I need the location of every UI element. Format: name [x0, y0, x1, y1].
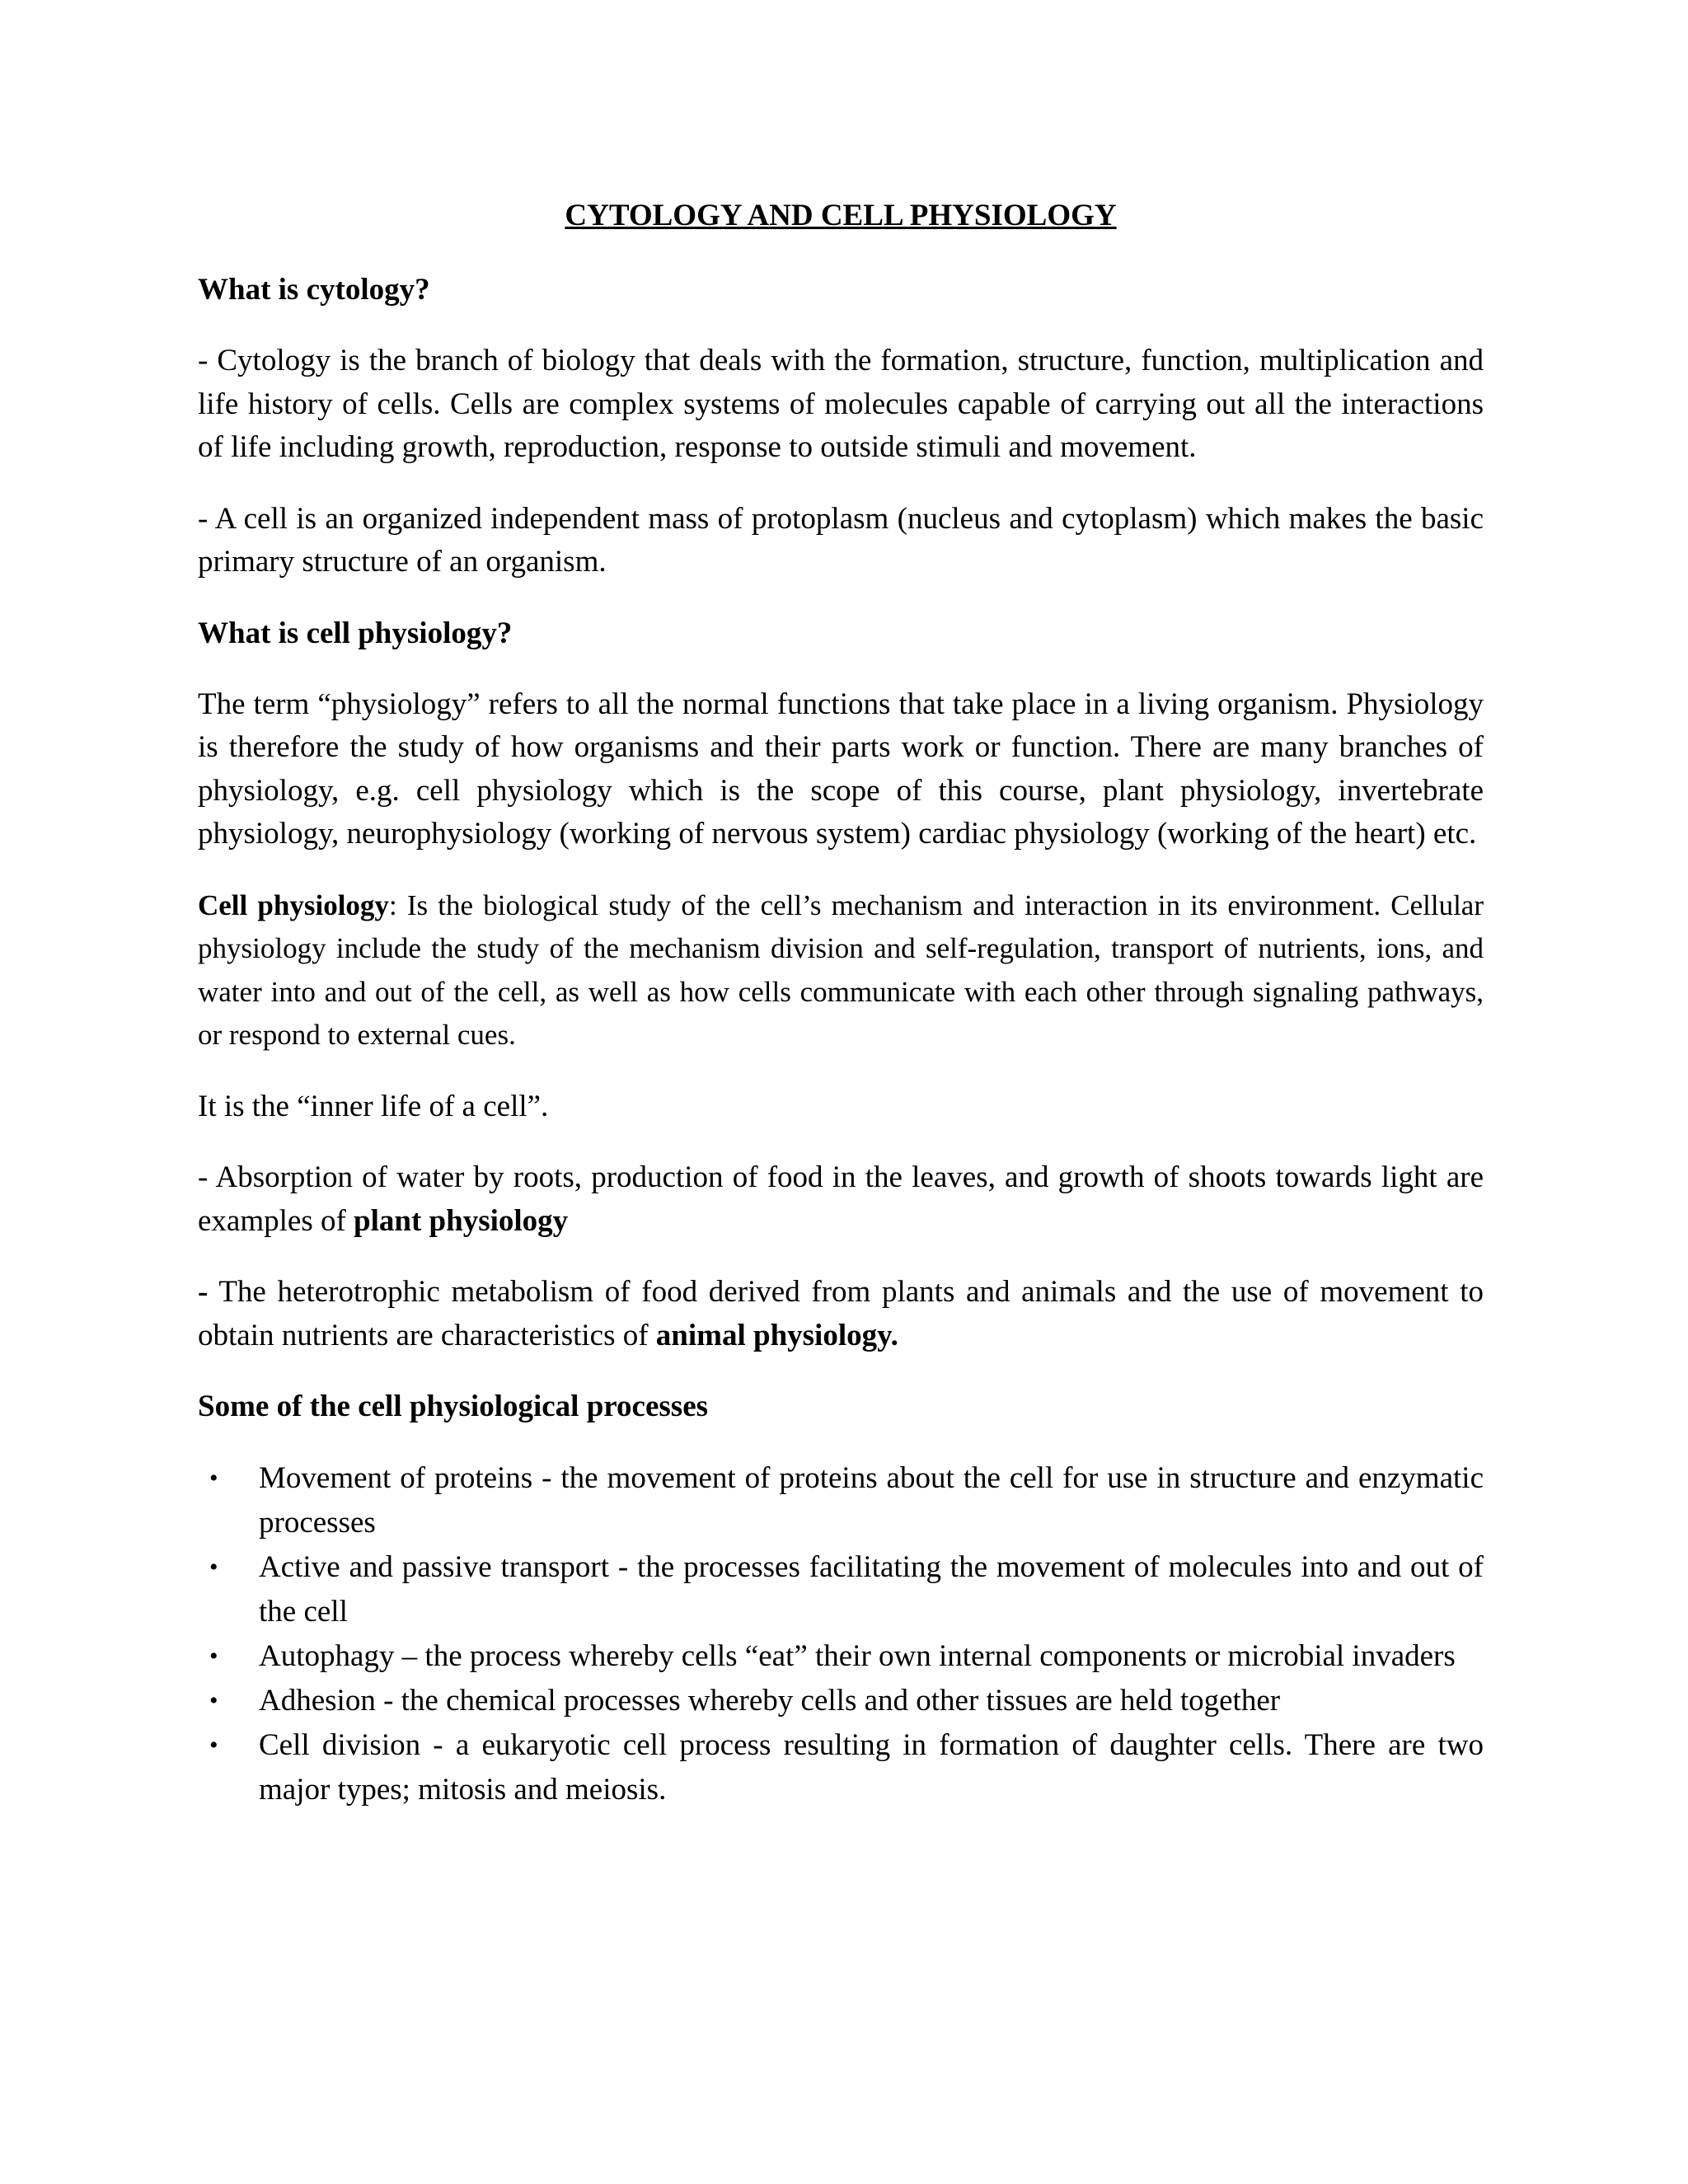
cell-physiology-definition-text: : Is the biological study of the cell’s mechanism and interaction in its environment. Cellular physiology include the study of the mechanism division and self-regulation, transport of nutrients, ions, and water into and out of the cell, as well as how cells communicate with each other through signaling pathways, or respond to external cues.: [198, 888, 1484, 1051]
heading-what-is-cytology: What is cytology?: [198, 273, 430, 307]
bullet-icon: •: [209, 1643, 218, 1670]
list-item-text: Active and passive transport - the processes facilitating the movement of molecules into and out of the cell: [259, 1550, 1484, 1629]
processes-list: [198, 1456, 1484, 1812]
heading-what-is-cell-physiology: What is cell physiology?: [198, 616, 513, 650]
inner-life-paragraph: It is the “inner life of a cell”.: [198, 1089, 549, 1123]
animal-physiology-paragraph: [198, 1271, 1484, 1357]
animal-physiology-term: animal physiology.: [655, 1318, 898, 1352]
bullet-icon: •: [209, 1687, 218, 1714]
cytology-definition-paragraph: - Cytology is the branch of biology that deals with the formation, structure, function, multiplication and life history of cells. Cells are complex systems of molecules capable of carrying out all the interactions of life including growth, reproduction, response to outside stimuli and movement.: [198, 344, 1484, 464]
plant-physiology-term: plant physiology: [354, 1203, 569, 1238]
list-item-text: Movement of proteins - the movement of proteins about the cell for use in structure and enzymatic processes: [259, 1461, 1484, 1540]
list-item-text: Cell division - a eukaryotic cell process resulting in formation of daughter cells. There are two major types; mitosis and meiosis.: [259, 1728, 1484, 1807]
animal-physiology-text: The heterotrophic metabolism of food derived from plants and animals and the use of movement to obtain nutrients are characteristics of: [198, 1275, 1484, 1352]
list-item: [198, 1456, 1484, 1545]
physiology-term-paragraph: The term “physiology” refers to all the normal functions that take place in a living organism. Physiology is therefore the study of how organisms and their parts work or function. There are many branches of physiology, e.g. cell physiology which is the scope of this course, plant physiology, invertebrate physiology, neurophysiology (working of nervous system) cardiac physiology (working of the heart) etc.: [198, 687, 1484, 851]
list-item: [198, 1723, 1484, 1812]
bullet-icon: •: [209, 1732, 218, 1759]
document-title: CYTOLOGY AND CELL PHYSIOLOGY: [565, 199, 1117, 232]
list-item: [198, 1545, 1484, 1634]
list-item-text: Adhesion - the chemical processes whereby cells and other tissues are held together: [259, 1684, 1281, 1718]
document-page: [198, 194, 1484, 1812]
heading-cell-physiological-processes: Some of the cell physiological processes: [198, 1390, 709, 1423]
animal-physiology-dash: -: [198, 1275, 209, 1309]
list-item-text: Autophagy – the process whereby cells “eat” their own internal components or microbial invaders: [259, 1639, 1456, 1673]
plant-physiology-text: - Absorption of water by roots, production of food in the leaves, and growth of shoots towards light are examples of: [198, 1160, 1484, 1238]
cell-physiology-term: Cell physiology: [198, 888, 389, 921]
list-item: [198, 1679, 1484, 1723]
bullet-icon: •: [209, 1554, 218, 1581]
list-item: [198, 1634, 1484, 1679]
bullet-icon: •: [209, 1465, 218, 1492]
plant-physiology-paragraph: [198, 1156, 1484, 1243]
cell-definition-paragraph: - A cell is an organized independent mass of protoplasm (nucleus and cytoplasm) which makes the basic primary structure of an organism.: [198, 501, 1484, 579]
cell-physiology-definition-paragraph: [198, 884, 1484, 1057]
